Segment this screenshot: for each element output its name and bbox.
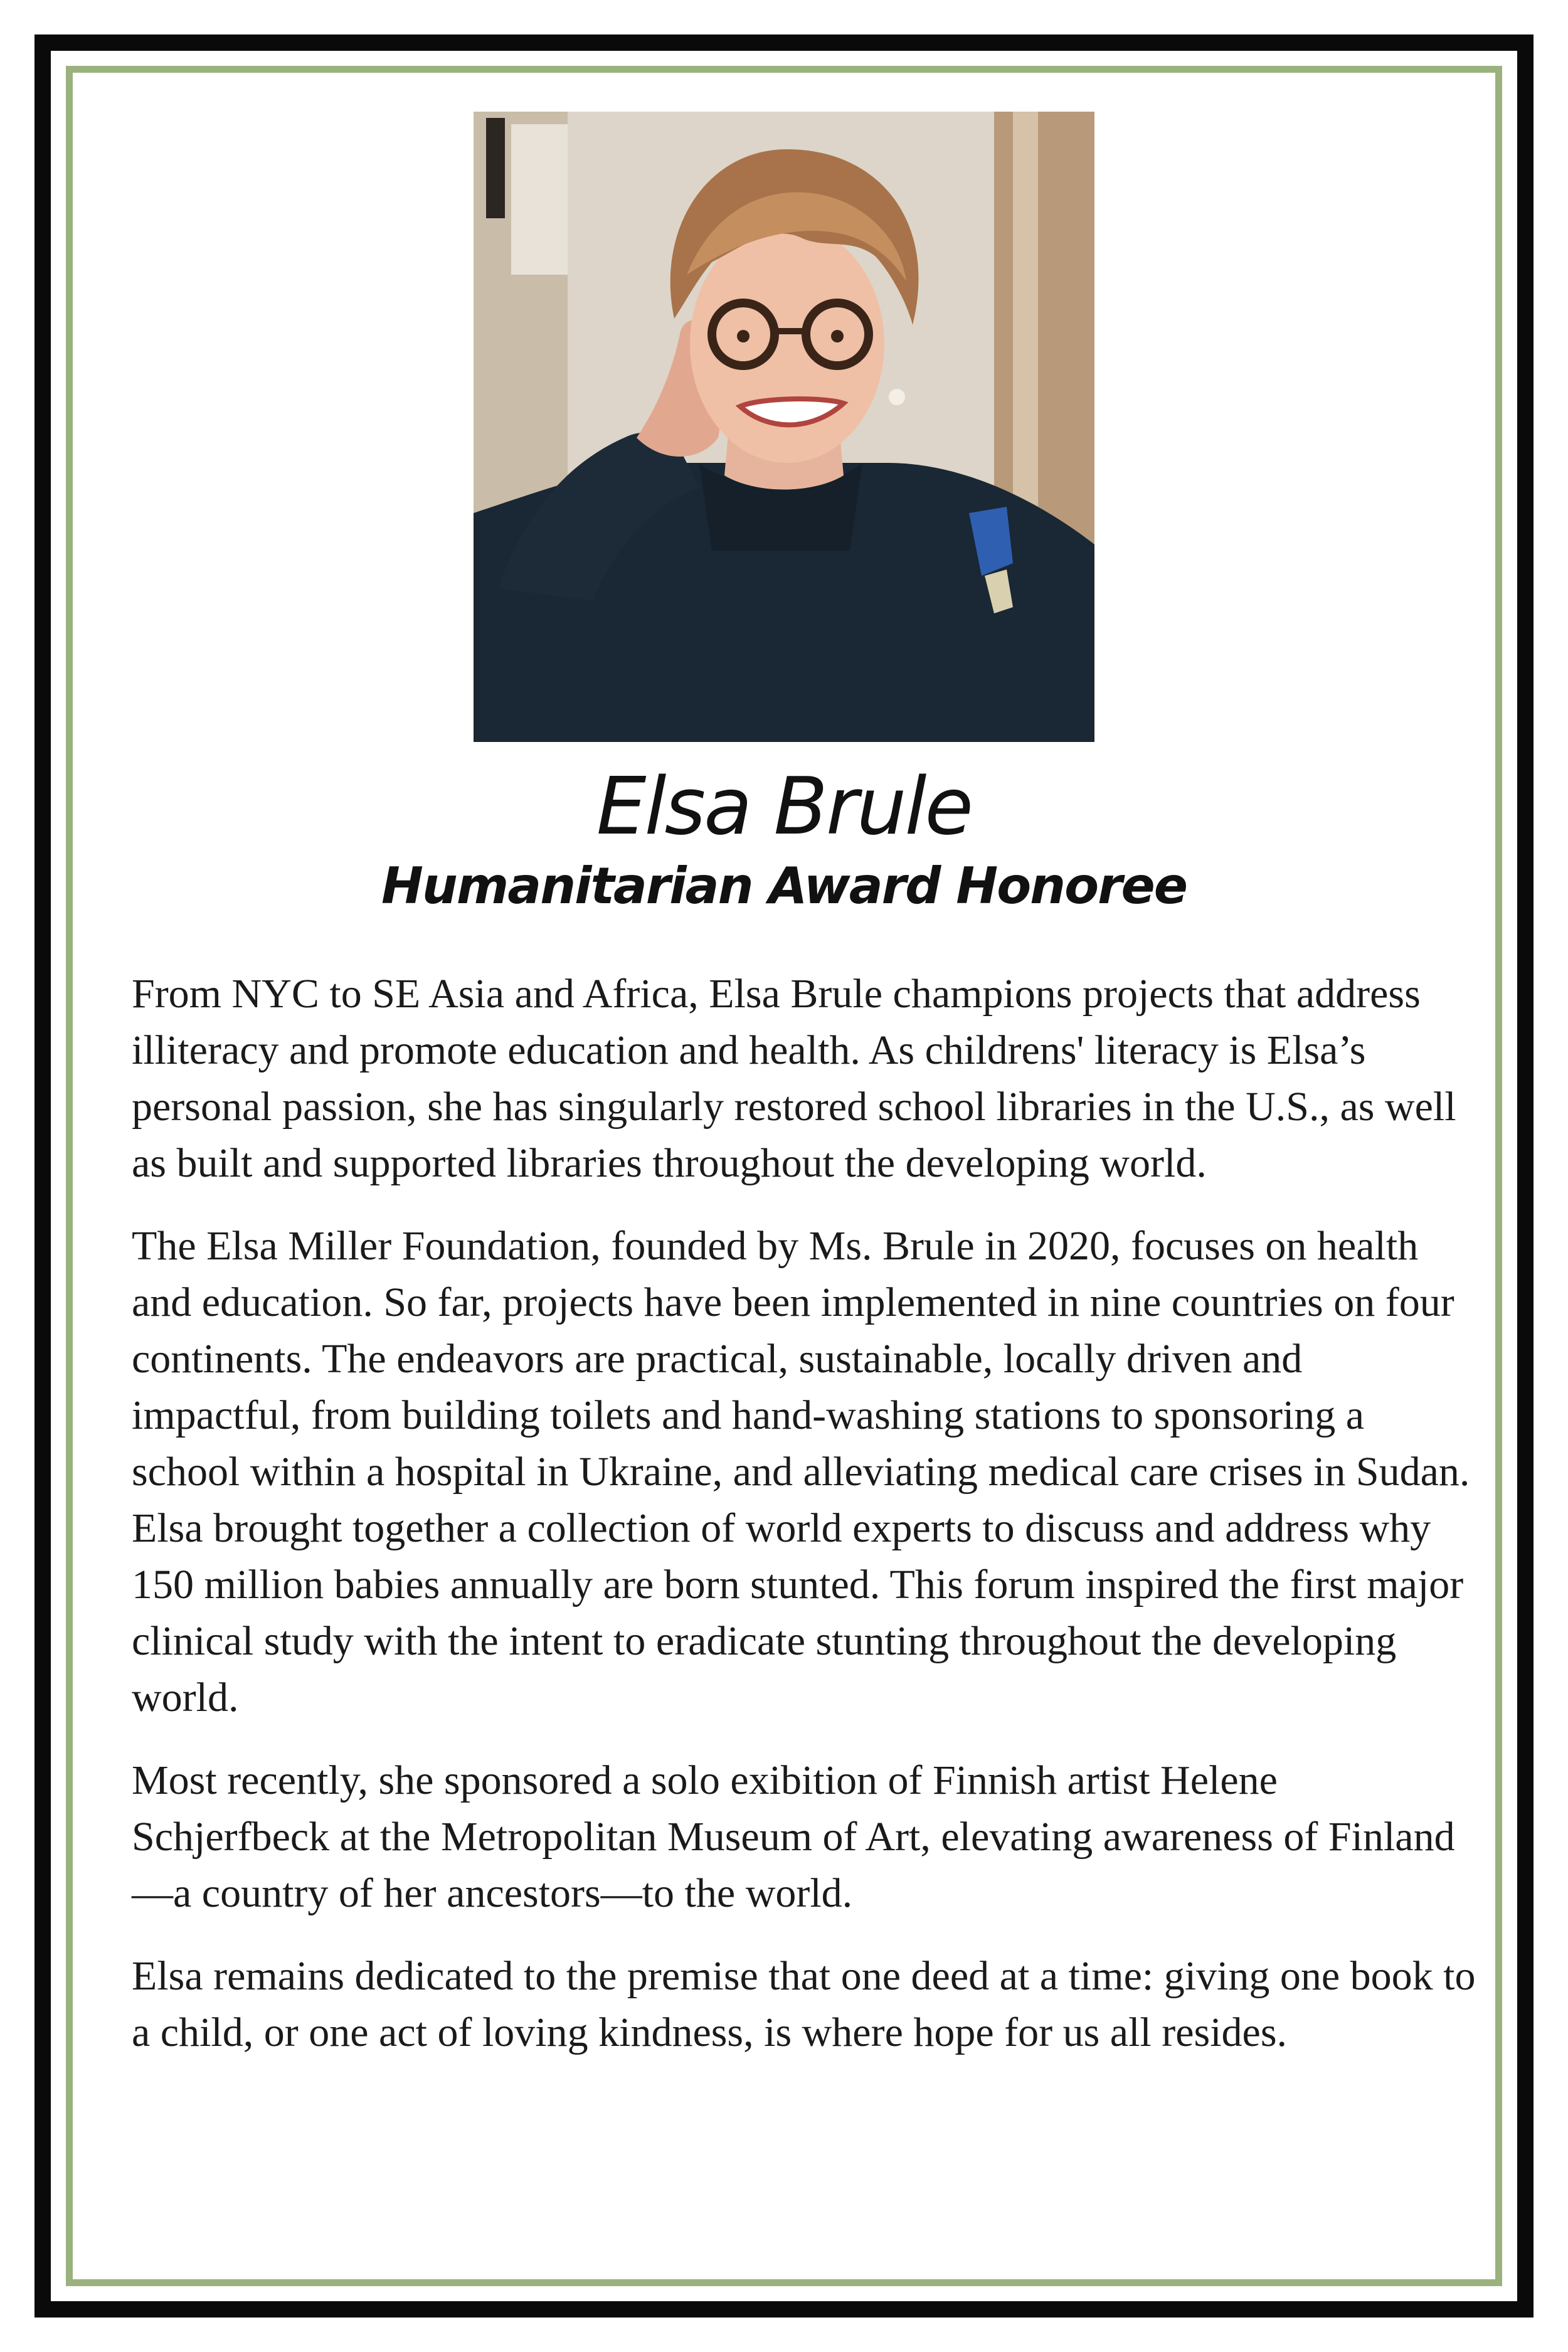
portrait-photo — [474, 112, 1094, 742]
honoree-portrait — [474, 112, 1094, 742]
honoree-name: Elsa Brule — [596, 760, 972, 852]
bio-paragraph: Elsa remains dedicated to the premise that one deed at a time: giving one book to a child, or one act of loving kindness, is where hope for us all resides. — [132, 1953, 1476, 2055]
honoree-title: Humanitarian Award Honoree — [381, 857, 1187, 915]
bio-paragraph: The Elsa Miller Foundation, founded by Ms. Brule in 2020, focuses on health and education. So far, projects have been implemented in nine countries on four continents. The endeavors are practical, sustainable, locally driven and impactful, from building toilets and hand-washing stations to sponsoring a school within a hospital in Ukraine, and alleviating medical care crises in Sudan. Elsa brought together a collection of world experts to discuss and address why 150 million babies annually are born stunted. This forum inspired the first major clinical study with the intent to eradicate stunting throughout the developing world. — [132, 1223, 1470, 1720]
biography — [132, 966, 1480, 2087]
bio-paragraph: From NYC to SE Asia and Africa, Elsa Brule champions projects that address illiteracy and promote education and health. As childrens' literacy is Elsa’s personal passion, she has singularly restored school libraries in the U.S., as well as built and supported libraries throughout the developing world. — [132, 971, 1456, 1186]
bio-paragraph: Most recently, she sponsored a solo exibition of Finnish artist Helene Schjerfbeck at the Metropolitan Museum of Art, elevating awareness of Finland—a country of her ancestors—to the world. — [132, 1757, 1455, 1916]
